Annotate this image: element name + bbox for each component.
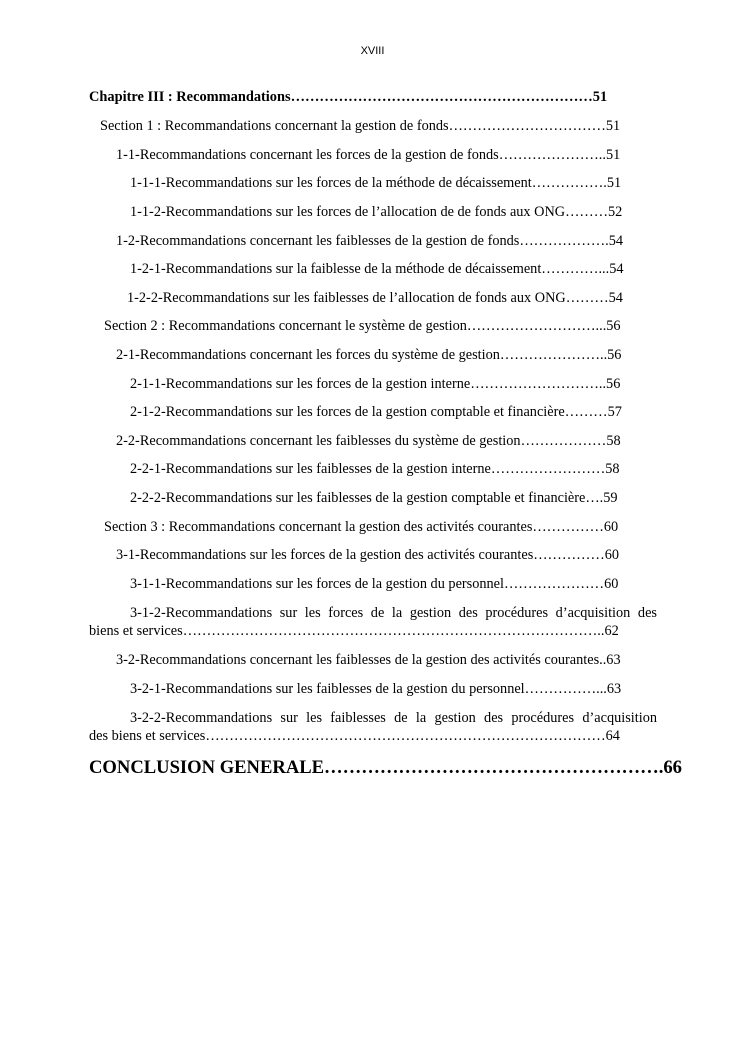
toc-section-3: Section 3 : Recommandations concernant la gestion des activités courantes……………60 [104, 519, 619, 535]
toc-entry-3-2: 3-2-Recommandations concernant les faiblesses de la gestion des activités courantes..63 [116, 652, 621, 668]
toc-section-2: Section 2 : Recommandations concernant le système de gestion………………………...56 [104, 318, 621, 334]
toc-entry-3-1-2-line2: biens et services……………………………………………………………………………..62 [89, 623, 619, 639]
toc-conclusion: CONCLUSION GENERALE……………………………………………….66 [89, 757, 682, 778]
toc-entry-3-2-2 [89, 709, 657, 745]
toc-entry-2-2-1: 2-2-1-Recommandations sur les faiblesses de la gestion interne……………………58 [130, 461, 620, 477]
toc-entry-2-1-2: 2-1-2-Recommandations sur les forces de la gestion comptable et financière………57 [130, 404, 622, 420]
page-number: XVIII [360, 45, 385, 57]
toc-entry-1-1-1: 1-1-1-Recommandations sur les forces de la méthode de décaissement…………….51 [130, 175, 622, 191]
toc-entry-1-1-2: 1-1-2-Recommandations sur les forces de l’allocation de de fonds aux ONG………52 [130, 204, 623, 220]
toc-entry-1-2: 1-2-Recommandations concernant les faiblesses de la gestion de fonds……………….54 [116, 233, 624, 249]
toc-entry-3-2-1: 3-2-1-Recommandations sur les faiblesses de la gestion du personnel……………...63 [130, 681, 622, 697]
toc-entry-3-1: 3-1-Recommandations sur les forces de la gestion des activités courantes……………60 [116, 547, 620, 563]
toc-entry-2-1: 2-1-Recommandations concernant les forces du système de gestion…………………..56 [116, 347, 622, 363]
toc-entry-2-1-1: 2-1-1-Recommandations sur les forces de la gestion interne………………………..56 [130, 376, 621, 392]
toc-entry-3-1-2-line1: 3-1-2-Recommandations sur les forces de la gestion des procédures d’acquisition des [130, 605, 657, 621]
toc-entry-3-2-2-line1: 3-2-2-Recommandations sur les faiblesses de la gestion des procédures d’acquisition [130, 710, 657, 726]
toc-entry-3-2-2-line2: des biens et services…………………………………………………………………………64 [89, 728, 620, 744]
toc-entry-3-1-2 [89, 604, 657, 640]
toc-entry-1-1: 1-1-Recommandations concernant les forces de la gestion de fonds…………………..51 [116, 147, 621, 163]
toc-chapter-3: Chapitre III : Recommandations………………………………………………………51 [89, 89, 608, 105]
toc-section-1: Section 1 : Recommandations concernant la gestion de fonds……………………………51 [100, 118, 621, 134]
toc-entry-1-2-1: 1-2-1-Recommandations sur la faiblesse de la méthode de décaissement…………...54 [130, 261, 624, 277]
toc-entry-3-1-1: 3-1-1-Recommandations sur les forces de la gestion du personnel…………………60 [130, 576, 619, 592]
toc-entry-2-2: 2-2-Recommandations concernant les faiblesses du système de gestion………………58 [116, 433, 621, 449]
toc-entry-1-2-2: 1-2-2-Recommandations sur les faiblesses de l’allocation de fonds aux ONG………54 [127, 290, 623, 306]
toc-entry-2-2-2: 2-2-2-Recommandations sur les faiblesses de la gestion comptable et financière….59 [130, 490, 618, 506]
